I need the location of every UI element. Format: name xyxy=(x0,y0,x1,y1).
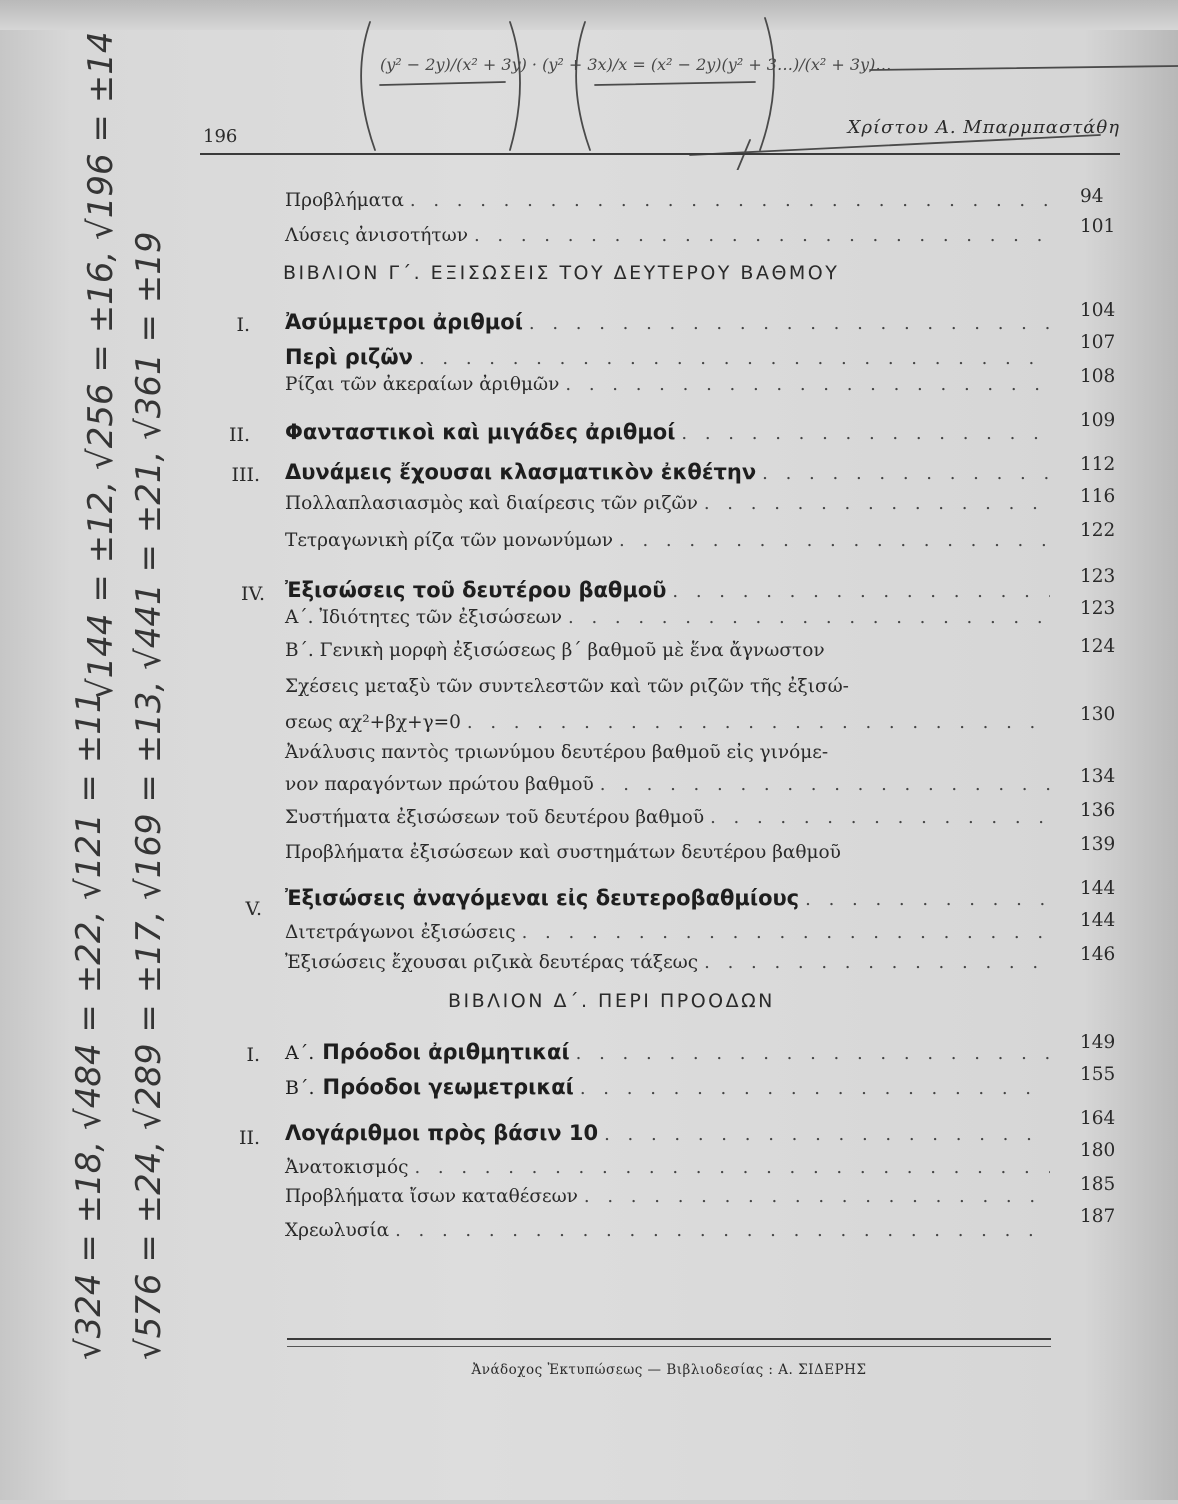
toc-chapter-entry xyxy=(285,310,1050,334)
toc-entry-label: Ἐξισώσεις τοῦ δευτέρου βαθμοῦ xyxy=(285,578,667,602)
leader-dots xyxy=(805,889,1050,910)
book-heading-g: ΒΙΒΛΙΟΝ Γ΄. ΕΞΙΣΩΣΕΙΣ ΤΟΥ ΔΕΥΤΕΡΟΥ ΒΑΘΜΟΥ xyxy=(283,262,840,284)
leader-dots xyxy=(529,313,1050,334)
toc-page-number: 139 xyxy=(1080,834,1116,855)
toc-entry xyxy=(285,225,1050,246)
leader-dots xyxy=(395,1220,1050,1241)
toc-page-number: 123 xyxy=(1080,598,1116,619)
toc-chapter-entry xyxy=(285,460,1050,484)
chapter-roman: III. xyxy=(231,464,260,486)
leader-dots xyxy=(580,1078,1050,1099)
toc-entry xyxy=(285,922,1050,943)
toc-entry xyxy=(285,952,1050,973)
toc-page-number: 108 xyxy=(1080,366,1116,387)
footer-rule xyxy=(287,1338,1051,1340)
toc-entry xyxy=(285,640,1050,661)
toc-entry-label: Λύσεις ἀνισοτήτων xyxy=(285,225,468,246)
chapter-roman: II. xyxy=(238,1127,260,1149)
toc-page-number: 164 xyxy=(1080,1108,1116,1129)
toc-entry-label: Πρόοδοι ἀριθμητικαί xyxy=(322,1040,570,1064)
toc-page-number: 149 xyxy=(1080,1032,1116,1053)
margin-col2-text: √324 = ±18, √484 = ±22, √121 = ±11 xyxy=(69,691,109,1360)
leader-dots xyxy=(565,374,1050,395)
toc-entry-label: Διτετράγωνοι ἐξισώσεις xyxy=(285,922,516,943)
leader-dots xyxy=(522,922,1050,943)
toc-entry-label: Σχέσεις μεταξὺ τῶν συντελεστῶν καὶ τῶν ριζῶν τῆς ἐξισώ- xyxy=(285,676,849,697)
toc-entry-label: Προβλήματα ἐξισώσεων καὶ συστημάτων δευτέρου βαθμοῦ xyxy=(285,842,841,863)
toc-chapter-entry xyxy=(285,578,1050,602)
toc-chapter-entry xyxy=(285,1040,1050,1064)
toc-entry-label: Ἀνατοκισμός xyxy=(285,1157,409,1178)
toc-page-number: 144 xyxy=(1080,910,1116,931)
printer-credit: Ἀνάδοχος Ἐκτυπώσεως — Βιβλιοδεσίας : Α. ΣΙΔΕΡΗΣ xyxy=(471,1362,867,1378)
toc-entry xyxy=(285,345,1050,369)
toc-page-number: 112 xyxy=(1080,454,1116,475)
leader-dots xyxy=(584,1186,1050,1207)
toc-page-number: 104 xyxy=(1080,300,1116,321)
chapter-roman: I. xyxy=(236,314,250,336)
toc-page-number: 124 xyxy=(1080,636,1116,657)
leader-dots xyxy=(710,807,1050,828)
toc-entry xyxy=(285,607,1050,628)
toc-entry-label: Α΄. Ἰδιότητες τῶν ἐξισώσεων xyxy=(285,607,562,628)
toc-page-number: 123 xyxy=(1080,566,1116,587)
toc-chapter-entry xyxy=(285,886,1050,910)
toc-entry-label: Προβλήματα ἴσων καταθέσεων xyxy=(285,1186,578,1207)
toc-page-number: 134 xyxy=(1080,766,1116,787)
margin-col3-text: √576 = ±24, √289 = ±17, √169 = ±13, √441 = ±21, √361 = ±19 xyxy=(129,231,169,1360)
toc-entry-prefix: Α΄. xyxy=(285,1042,315,1064)
leader-dots xyxy=(414,1157,1050,1178)
chapter-roman: IV. xyxy=(241,583,265,605)
toc-entry xyxy=(285,1220,1050,1241)
margin-col1-text: √144 = ±12, √256 = ±16, √196 = ±14 xyxy=(81,31,121,700)
toc-entry-label: Συστήματα ἐξισώσεων τοῦ δευτέρου βαθμοῦ xyxy=(285,807,705,828)
toc-entry-label: Πολλαπλασιασμὸς καὶ διαίρεσις τῶν ριζῶν xyxy=(285,493,698,514)
toc-entry xyxy=(285,374,1050,395)
leader-dots xyxy=(681,423,1050,444)
toc-entry-label: Λογάριθμοι πρὸς βάσιν 10 xyxy=(285,1121,599,1145)
toc-entry xyxy=(285,530,1050,551)
leader-dots xyxy=(704,493,1050,514)
toc-entry-label: νον παραγόντων πρώτου βαθμοῦ xyxy=(285,774,594,795)
toc-page-number: 185 xyxy=(1080,1174,1116,1195)
toc-entry xyxy=(285,712,1050,733)
leader-dots xyxy=(600,774,1050,795)
toc-entry-continued xyxy=(285,742,1050,763)
toc-entry xyxy=(285,842,1050,863)
toc-page-number: 122 xyxy=(1080,520,1116,541)
leader-dots xyxy=(467,712,1050,733)
page-number: 196 xyxy=(203,126,238,147)
toc-entry-label: Περὶ ριζῶν xyxy=(285,345,413,369)
toc-entry-label: Ἐξισώσεις ἀναγόμεναι εἰς δευτεροβαθμίους xyxy=(285,886,800,910)
leader-dots xyxy=(474,225,1050,246)
toc-page-number: 109 xyxy=(1080,410,1116,431)
toc-entry-label: Χρεωλυσία xyxy=(285,1220,390,1241)
book-heading-d: ΒΙΒΛΙΟΝ Δ΄. ΠΕΡΙ ΠΡΟΟΔΩΝ xyxy=(448,990,775,1012)
toc-page-number: 180 xyxy=(1080,1140,1116,1161)
toc-entry xyxy=(285,807,1050,828)
toc-page-number: 107 xyxy=(1080,332,1116,353)
leader-dots xyxy=(419,348,1050,369)
toc-entry-label: Πρόοδοι γεωμετρικαί xyxy=(322,1075,574,1099)
leader-dots xyxy=(410,190,1050,211)
chapter-roman: V. xyxy=(245,898,262,920)
top-formula-text: (y² − 2y)/(x² + 3y) · (y² + 3x)/x = (x² − 2y)(y² + 3…)/(x² + 3y)… xyxy=(380,55,892,74)
toc-entry-label: Β΄. Γενικὴ μορφὴ ἐξισώσεως β΄ βαθμοῦ μὲ ἕνα ἄγνωστον xyxy=(285,640,825,661)
toc-page-number: 101 xyxy=(1080,216,1116,237)
toc-entry-label: Τετραγωνικὴ ρίζα τῶν μονωνύμων xyxy=(285,530,614,551)
toc-chapter-entry xyxy=(285,420,1050,444)
chapter-roman: I. xyxy=(246,1044,260,1066)
leader-dots xyxy=(762,463,1050,484)
leader-dots xyxy=(619,530,1050,551)
toc-page-number: 146 xyxy=(1080,944,1116,965)
leader-dots xyxy=(604,1124,1050,1145)
toc-page-number: 155 xyxy=(1080,1064,1116,1085)
toc-page-number: 116 xyxy=(1080,486,1116,507)
toc-entry-prefix: Β΄. xyxy=(285,1077,315,1099)
toc-page-number: 144 xyxy=(1080,878,1116,899)
toc-entry xyxy=(285,1075,1050,1099)
leader-dots xyxy=(568,607,1050,628)
toc-entry-label: Ἐξισώσεις ἔχουσαι ριζικὰ δευτέρας τάξεως xyxy=(285,952,699,973)
toc-page-number: 187 xyxy=(1080,1206,1116,1227)
toc-entry-label: Φανταστικοὶ καὶ μιγάδες ἀριθμοί xyxy=(285,420,676,444)
toc-entry-label: σεως αχ²+βχ+γ=0 xyxy=(285,712,461,733)
toc-entry-label: Ἀσύμμετροι ἀριθμοί xyxy=(285,310,523,334)
toc-entry-label: Προβλήματα xyxy=(285,190,404,211)
toc-page-number: 136 xyxy=(1080,800,1116,821)
leader-dots xyxy=(576,1043,1050,1064)
toc-entry xyxy=(285,493,1050,514)
toc-entry xyxy=(285,190,1050,211)
toc-chapter-entry xyxy=(285,1121,1050,1145)
toc-entry-continued xyxy=(285,676,1050,697)
toc-entry-label: Δυνάμεις ἔχουσαι κλασματικὸν ἐκθέτην xyxy=(285,460,757,484)
toc-page-number: 130 xyxy=(1080,704,1116,725)
running-header-author: Χρίστου Α. Μπαρμπαστάθη xyxy=(847,117,1120,138)
leader-dots xyxy=(704,952,1050,973)
toc-entry-label: Ἀνάλυσις παντὸς τριωνύμου δευτέρου βαθμοῦ εἰς γινόμε- xyxy=(285,742,829,763)
footer-rule xyxy=(287,1346,1051,1347)
toc-page-number: 94 xyxy=(1080,186,1104,207)
toc-entry xyxy=(285,1186,1050,1207)
toc-entry-label: Ρίζαι τῶν ἀκεραίων ἀριθμῶν xyxy=(285,374,560,395)
leader-dots xyxy=(672,581,1050,602)
toc-entry xyxy=(285,1157,1050,1178)
chapter-roman: II. xyxy=(228,424,250,446)
toc-entry xyxy=(285,774,1050,795)
